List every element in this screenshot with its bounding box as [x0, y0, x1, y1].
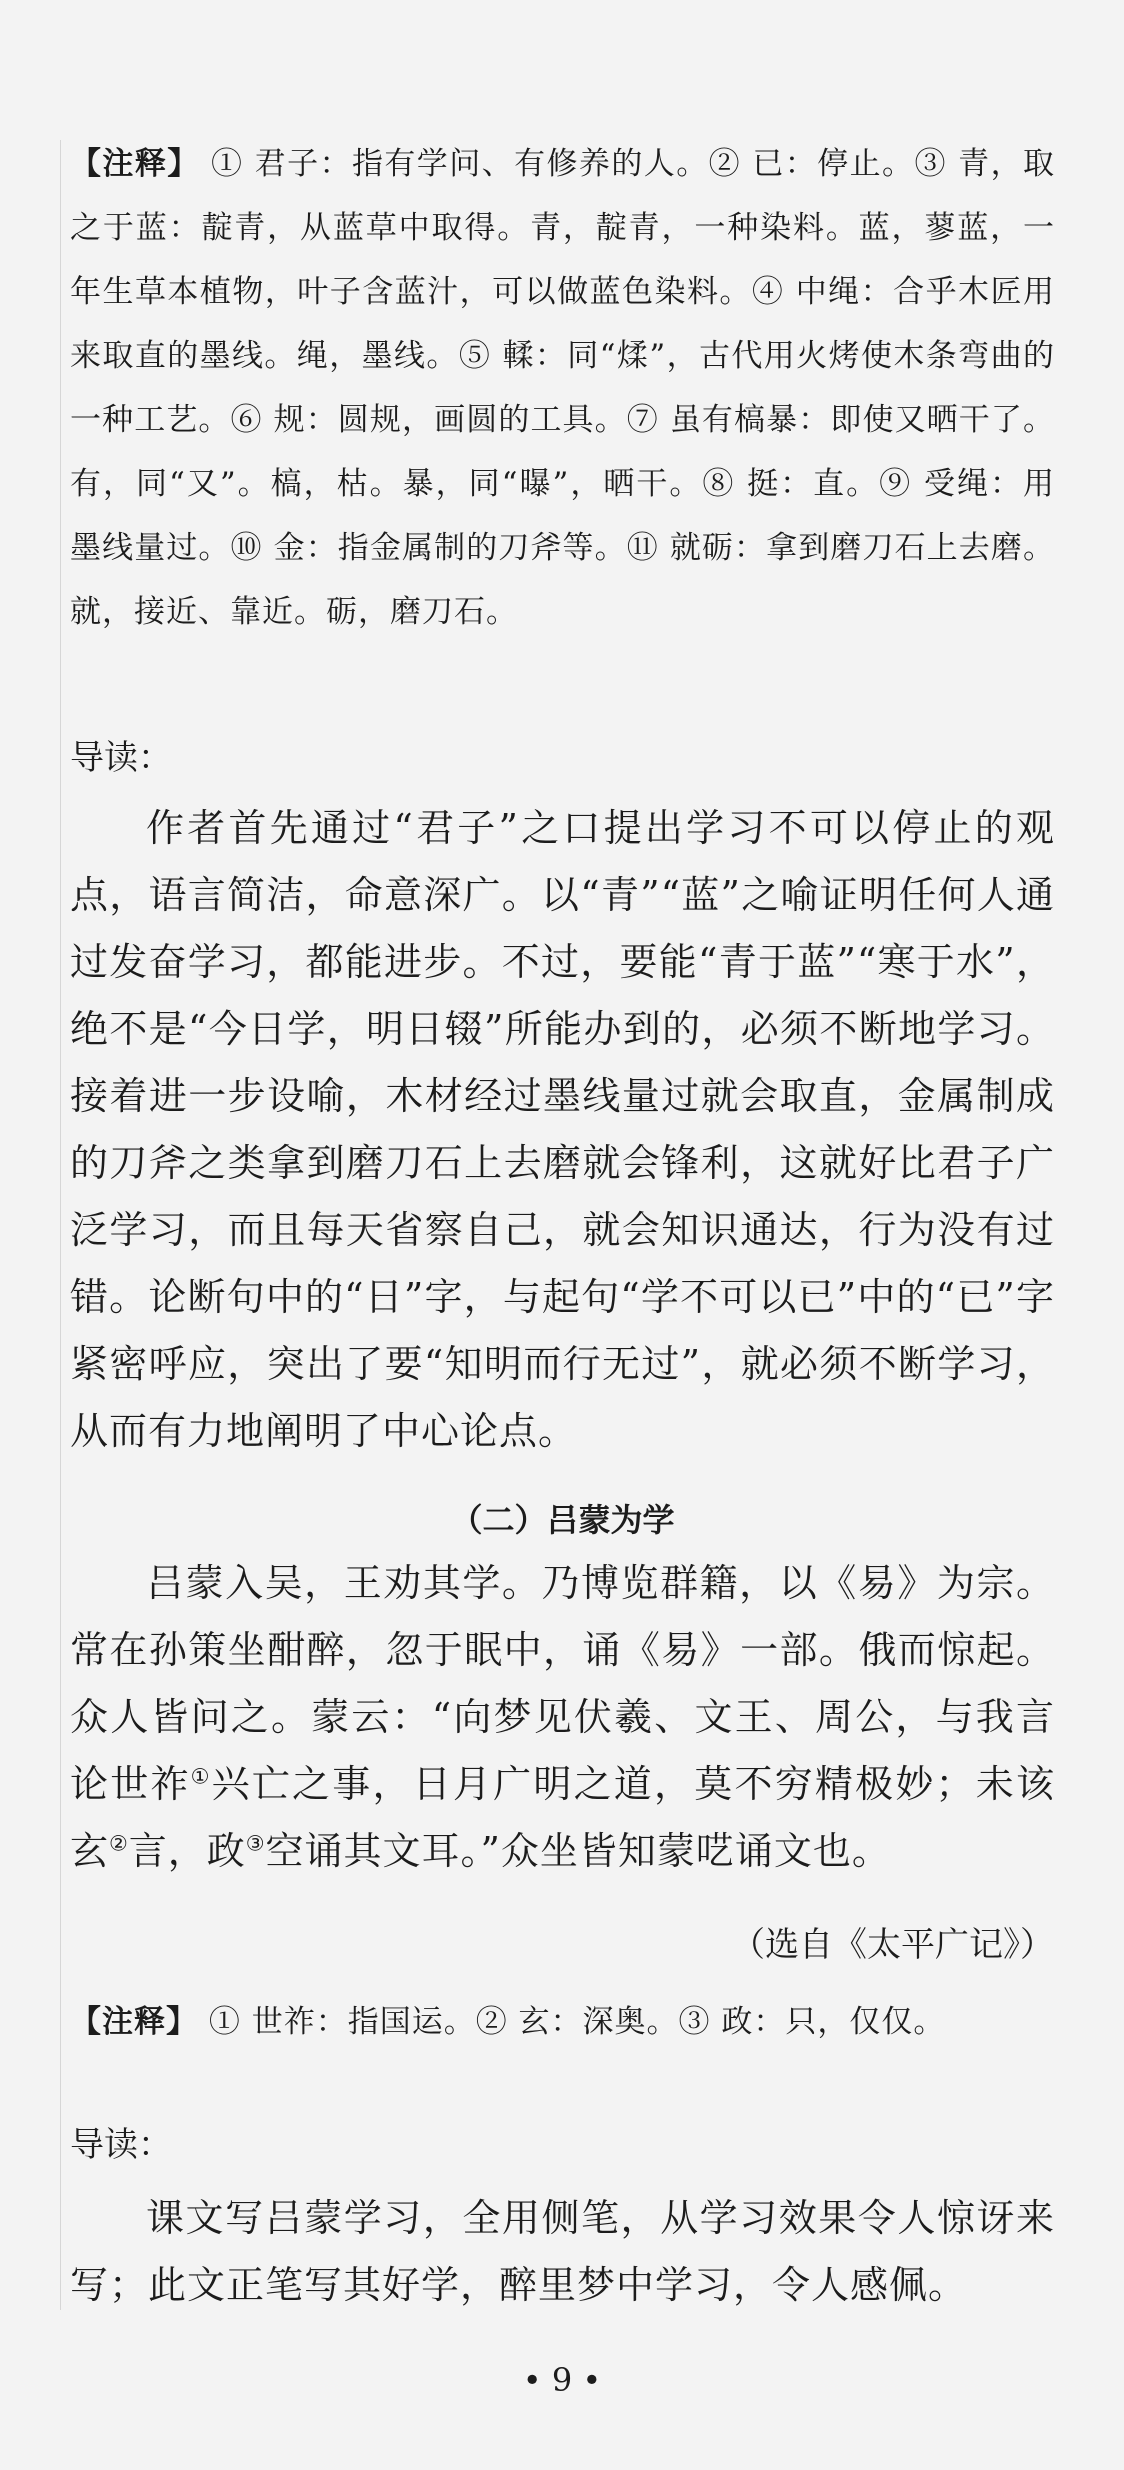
- classical-text-part: 兴亡之事，日月广明之道，莫不穷精极妙；未该玄: [70, 1762, 1055, 1873]
- classical-text-part: 空诵其文耳。”众坐皆知蒙呓诵文也。: [265, 1829, 891, 1873]
- footnote-marker: ①: [190, 1764, 212, 1789]
- notes-tag: 【注释】: [70, 2004, 198, 2040]
- classical-text-part: 吕蒙入吴，王劝其学。乃博览群籍，以《易》为宗。常在孙策坐酣醉，忽于眠中，诵《易》一部。俄而惊起。众人皆问之。蒙云：“向梦见伏羲、文王、周公，与我言论世祚: [70, 1561, 1055, 1806]
- notes-text: ① 世祚：指国运。② 玄：深奥。③ 政：只，仅仅。: [198, 2004, 946, 2040]
- guide-label: 导读：: [70, 2125, 172, 2165]
- notes-tag: 【注释】: [70, 146, 200, 182]
- footnote-marker: ②: [109, 1831, 129, 1856]
- footnote-marker: ③: [245, 1831, 266, 1856]
- page-number: • 9 •: [522, 2361, 602, 2399]
- guide-paragraph: 作者首先通过“君子”之口提出学习不可以停止的观点，语言简洁，命意深广。以“青”“蓝”之喻证明任何人通过发奋学习，都能进步。不过，要能“青于蓝”“寒于水”，绝不是“今日学，明日辍”所能办到的，必须不断地学习。接着进一步设喻，木材经过墨线量过就会取直，金属制成的刀斧之类拿到磨刀石上去磨就会锋利，这就好比君子广泛学习，而且每天省察自己，就会知识通达，行为没有过错。论断句中的“日”字，与起句“学不可以已”中的“已”字紧密呼应，突出了要“知明而行无过”，就必须不断学习，从而有力地阐明了中心论点。: [70, 806, 1055, 1453]
- notes-section-1: [70, 132, 1055, 644]
- guide-label: 导读：: [70, 738, 172, 778]
- source-citation: （选自《太平广记》）: [731, 1925, 1054, 1965]
- section-title: （二）吕蒙为学: [450, 1501, 675, 1539]
- notes-text: ① 君子：指有学问、有修养的人。② 已：停止。③ 青，取之于蓝：靛青，从蓝草中取得。青，靛青，一种染料。蓝，蓼蓝，一年生草本植物，叶子含蓝汁，可以做蓝色染料。④ 中绳：合乎木匠用来取直的墨线。绳，墨线。⑤ 輮：同“煣”，古代用火烤使木条弯曲的一种工艺。⑥ 规：圆规，画圆的工具。⑦ 虽有槁暴：即使又晒干了。有，同“又”。槁，枯。暴，同“曝”，晒干。⑧ 挺：直。⑨ 受绳：用墨线量过。⑩ 金：指金属制的刀斧等。⑪ 就砺：拿到磨刀石上去磨。就，接近、靠近。砺，磨刀石。: [70, 146, 1055, 630]
- margin-rule: [60, 140, 61, 2310]
- guide-paragraph: 课文写吕蒙学习，全用侧笔，从学习效果令人惊讶来写；此文正笔写其好学，醉里梦中学习，令人感佩。: [70, 2196, 1055, 2307]
- classical-text-part: 言，政: [128, 1829, 246, 1873]
- classical-text: [70, 1550, 1055, 1885]
- notes-section-2: [70, 1990, 1055, 2054]
